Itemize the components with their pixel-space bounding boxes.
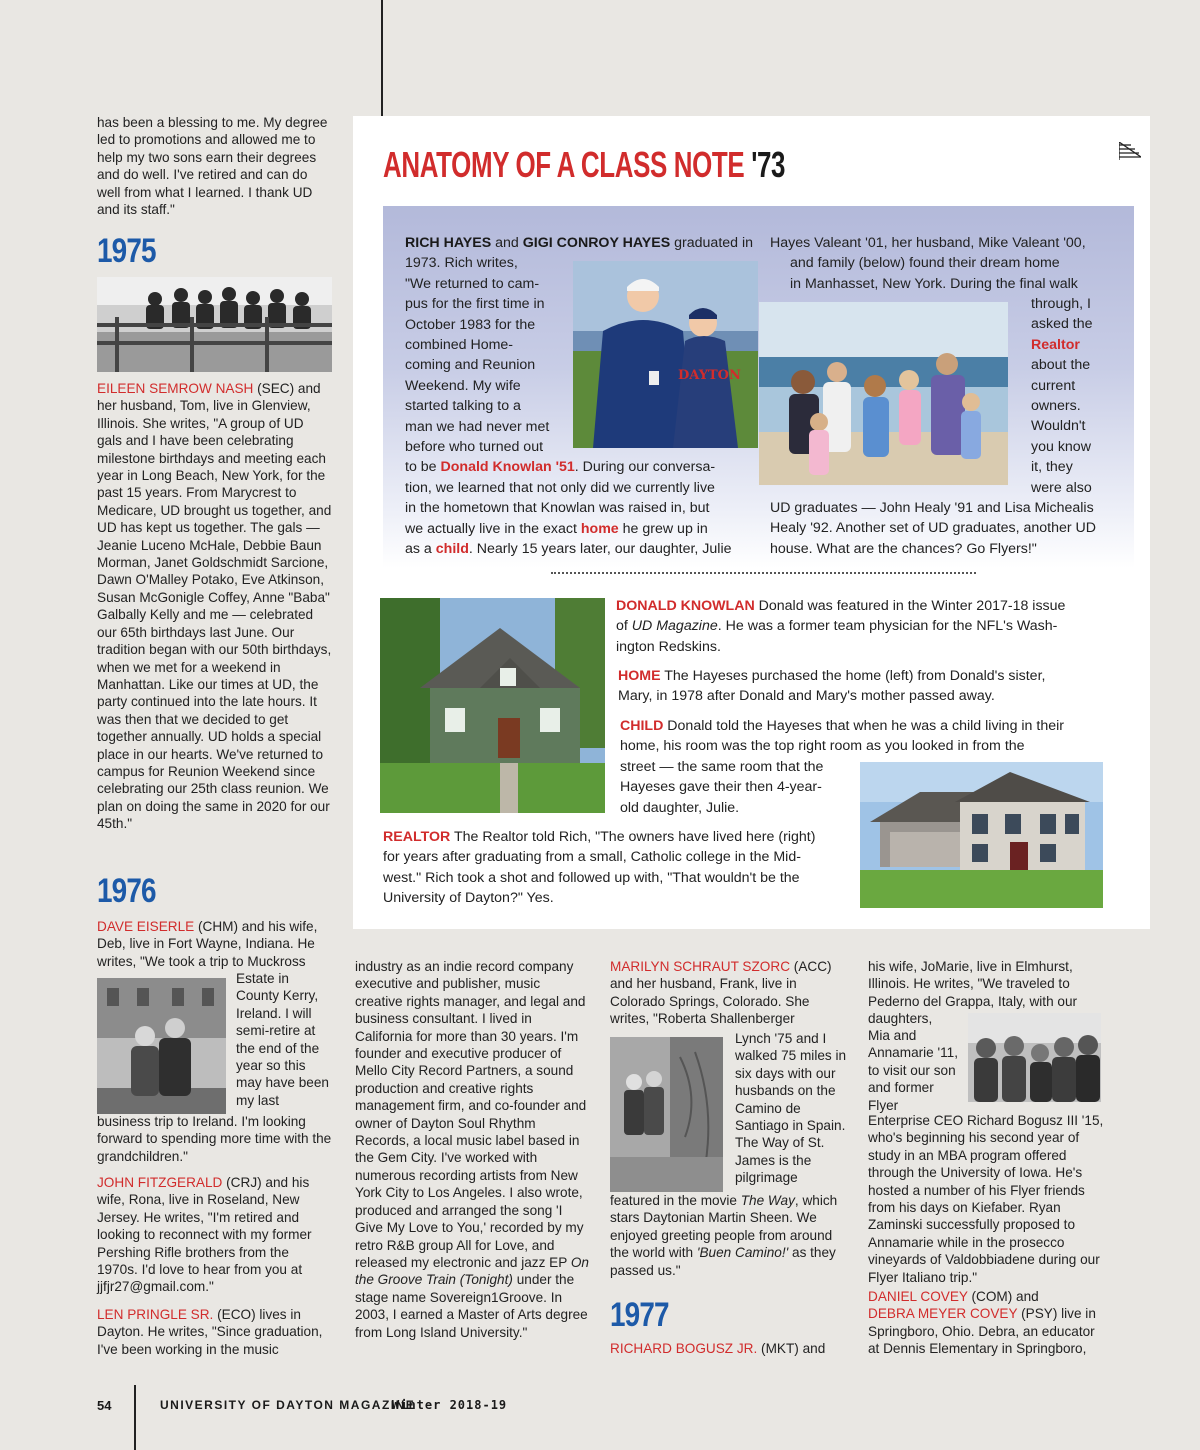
lead-p1h: started talking to a	[405, 398, 521, 415]
lead-p1m: in the hometown that Knowlan was raised in, but	[405, 500, 710, 517]
lead-p1k-post: . During our conversa-	[574, 459, 716, 476]
lead-name-rich: RICH HAYES	[405, 235, 492, 251]
text-nash: (SEC) and her husband, Tom, live in Glenview, Illinois. She writes, "A group of UD gals and I have been celebrating milestone birthdays and meeting each year in Long Beach, New York, for the past 15 years. From Marycrest to Medicare, UD brought us together, and UD has kept us together. The gals — Jeanie Luceno McHale, Debbie Baun Morman, Janet Goldschmidt Sarcione, Dawn O'Malley Potako, Eve Atkinson, Susan McGonigle Coffey, Anne "Baba" Galbally Kelly and me — celebrated our 65th birthdays last June. Our tradition began with our 50th birthdays, when we met for a weekend in Manhattan. Like our times at UD, the party continued into the late hours. It was then that we decided to get together annually. UD holds a special place in our hearts. We've returned to campus for Reunion Weekend since celebrating our 25th class reunion. We plan on doing the same in 2020 for our 45th."	[97, 381, 332, 832]
hatch-icon	[1119, 142, 1141, 160]
note-szorc-b: Lynch '75 and I walked 75 miles in six days with our husbands on the Camino de Santiago in Spain. The Way of St. James is the pilgrimage	[735, 1031, 847, 1186]
donald-text-a: Donald was featured in the Winter 2017-18 issue	[754, 598, 1066, 614]
note-eiserle-c: business trip to Ireland. I'm looking forward to spending more time with the grandchildren."	[97, 1114, 332, 1164]
lead-and: and	[491, 235, 523, 251]
szorc-text-c-mid: , which stars Daytonian Martin Sheen. We enjoyed greeting people from around the world with	[610, 1193, 838, 1261]
footer-rule	[134, 1385, 136, 1450]
lead-r9: owners.	[1031, 398, 1081, 415]
note-bogusz-continued-b: Mia and Annamarie '11, to visit our son and former Flyer	[868, 1028, 958, 1113]
text-fitzgerald: (CRJ) and his wife, Rona, live in Roseland, New Jersey. He writes, "I'm retired and looking to reconnect with my former Pershing Rifle brothers from the 1970s. I'd love to hear from you at jjfjr27@gmail.com."	[97, 1175, 312, 1295]
donald-text-b-post: . He was a former team physician for the NFL's Wash-	[717, 618, 1058, 635]
child-text-a: Donald told the Hayeses that when he was a child living in their	[663, 718, 1064, 734]
lead-p1k-pre: to be	[405, 459, 441, 476]
lead-text-right-bottom	[770, 498, 1130, 559]
realtor-text-b: for years after graduating from a small, Catholic college in the Mid-	[383, 849, 801, 866]
name-fitzgerald: JOHN FITZGERALD	[97, 1175, 223, 1190]
note-bogusz	[610, 1340, 850, 1357]
lead-p1l: tion, we learned that not only did we currently live	[405, 479, 715, 496]
name-eiserle: DAVE EISERLE	[97, 919, 195, 934]
szorc-text-c-italic2: 'Buen Camino!'	[696, 1245, 789, 1261]
year-heading-1975: 1975	[97, 232, 156, 270]
col2-text-italic: On the Groove Train (Tonight)	[355, 1254, 589, 1288]
lead-p1n-pre: we actually live in the exact	[405, 520, 581, 537]
lead-r2: and family (below) found their dream home	[790, 255, 1060, 272]
covey2-text: (PSY) live in Springboro, Ohio. Debra, an educator at Dennis Elementary in Springboro,	[868, 1306, 1096, 1357]
note-bogusz-continued-a: his wife, JoMarie, live in Elmhurst, Illinois. He writes, "We traveled to Pederno del Grappa, Italy, with our daughters,	[868, 959, 1078, 1027]
note-szorc-a	[610, 958, 850, 1028]
szorc-text-a: (ACC) and her husband, Frank, live in Colorado Springs, Colorado. She writes, "Roberta Shallenberger	[610, 959, 832, 1027]
photo-italy-group	[968, 1013, 1101, 1102]
text-eiserle-a: (CHM) and his wife, Deb, live in Fort Wayne, Indiana. He writes, "We took a trip to Muckross	[97, 919, 318, 969]
lead-p1n-post: he grew up in	[618, 520, 708, 537]
lead-r1: Hayes Valeant '01, her husband, Mike Valeant '00,	[770, 235, 1086, 251]
keyword-knowlan: Donald Knowlan '51	[440, 459, 575, 476]
lead-p1f: coming and Reunion	[405, 357, 536, 374]
footer-issue: Winter 2018-19	[392, 1398, 508, 1412]
lead-r10: Wouldn't	[1031, 418, 1086, 435]
donald-text-c: ington Redskins.	[616, 638, 721, 655]
lead-r15: Healy '92. Another set of UD graduates, another UD	[770, 520, 1097, 537]
keyword-realtor: Realtor	[1031, 336, 1080, 353]
child-text-c: street — the same room that the	[620, 758, 824, 775]
child-text-e: old daughter, Julie.	[620, 799, 740, 816]
anatomy-title-text: ANATOMY OF A CLASS NOTE	[383, 144, 745, 185]
note-szorc-c	[610, 1192, 850, 1279]
photo-1975-group	[97, 277, 332, 372]
note-fitzgerald	[97, 1174, 332, 1296]
lead-p1a: graduated in 1973. Rich writes,	[405, 235, 754, 272]
name-daniel-covey: DANIEL COVEY	[868, 1289, 968, 1304]
covey1-text: (COM) and	[967, 1289, 1039, 1304]
photo-white-house	[860, 762, 1103, 908]
lead-p1e: combined Home-	[405, 337, 514, 354]
lead-text-right	[770, 233, 1115, 294]
photo-family-beach	[759, 302, 1008, 485]
name-szorc: MARILYN SCHRAUT SZORC	[610, 959, 791, 974]
anatomy-title	[383, 144, 785, 186]
note-bogusz-continued-c: Enterprise CEO Richard Bogusz III '15, who's beginning his second year of study in an MBA program offered through the University of Iowa. He's hosted a number of his Flyer friends from his days on Kiefaber. Ryan Zaminski successfully proposed to Annamarie while in the prosecco vineyards of Valdobbiadene during our Flyer Italiano trip."	[868, 1113, 1104, 1285]
photo-green-house	[380, 598, 605, 813]
name-debra-covey: DEBRA MEYER COVEY	[868, 1306, 1018, 1322]
lead-r7: about the	[1031, 357, 1091, 374]
lead-text-right-narrow	[1031, 294, 1121, 498]
realtor-text-c: west." Rich took a shot and followed up with, "That wouldn't be the	[383, 869, 800, 886]
szorc-text-c-italic: The Way	[740, 1193, 795, 1208]
item-home	[618, 666, 1128, 707]
lead-name-gigi: GIGI CONROY HAYES	[522, 235, 671, 251]
lead-r8: current	[1031, 377, 1076, 394]
lead-r5: asked the	[1031, 316, 1093, 333]
keyword-child: child	[435, 541, 469, 558]
lead-p1c: pus for the first time in	[405, 296, 545, 313]
dayton-badge: DAYTON	[678, 368, 741, 383]
col1-intro: has been a blessing to me. My degree led to promotions and allowed me to help my two sons earn their degrees and do well. I've retired and can do well from what I learned. I thank UD and its staff."	[97, 115, 328, 218]
name-nash: EILEEN SEMROW NASH	[97, 381, 254, 396]
donald-text-b-pre: of	[616, 618, 632, 635]
label-child: CHILD	[620, 718, 664, 734]
home-text-a: The Hayeses purchased the home (left) from Donald's sister,	[660, 668, 1046, 684]
dotted-divider	[551, 572, 976, 574]
lead-p1d: October 1983 for the	[405, 316, 536, 333]
szorc-text-c-post: as they passed us."	[610, 1245, 836, 1278]
col2-text-a: industry as an indie record company executive and publisher, music creative rights manager, and legal and business consultant. I lived in California for more than 30 years. I'm founder and executive producer of Mello City Record Partners, a sound production and creative rights management firm, and co-founder and owner of Dayton Soul Rhythm Records, a local music label based in the Gem City. I've worked with numerous recording artists from New York City to Los Angeles. I also wrote, produced and arranged the song 'I Give My Love to You,' recorded by my retro R&B group All for Love, and released my electronic and jazz EP	[355, 959, 587, 1270]
szorc-text-c-pre: featured in the movie	[610, 1193, 741, 1208]
label-donald-knowlan: DONALD KNOWLAN	[616, 598, 755, 614]
anatomy-title-year: '73	[751, 144, 786, 185]
note-covey	[868, 1288, 1108, 1358]
realtor-text-d: University of Dayton?" Yes.	[383, 890, 554, 907]
note-eiserle-b: Estate in County Kerry, Ireland. I will semi-retire at the end of the year so this may have been my last	[236, 971, 329, 1108]
lead-r4: through, I	[1031, 296, 1091, 312]
lead-p1i: man we had never met	[405, 418, 550, 435]
lead-p1g: Weekend. My wife	[405, 377, 521, 394]
lead-p1j: before who turned out	[405, 439, 544, 456]
name-bogusz: RICHARD BOGUSZ JR.	[610, 1341, 758, 1356]
photo-camino	[610, 1037, 723, 1192]
note-eiserle-a	[97, 918, 332, 970]
item-donald	[616, 596, 1126, 657]
home-text-b: Mary, in 1978 after Donald and Mary's mother passed away.	[618, 688, 995, 705]
text-pringle: (ECO) lives in Dayton. He writes, "Since graduation, I've been working in the music	[97, 1307, 323, 1357]
lead-r3: in Manhasset, New York. During the final walk	[790, 275, 1078, 292]
keyword-home: home	[580, 520, 619, 537]
lead-p1o-post: . Nearly 15 years later, our daughter, Julie	[468, 541, 732, 558]
lead-p1b: "We returned to cam-	[405, 275, 540, 292]
name-pringle: LEN PRINGLE SR.	[97, 1307, 214, 1322]
lead-r12: it, they	[1031, 459, 1073, 476]
anatomy-box	[353, 116, 1150, 929]
page-number: 54	[97, 1398, 112, 1413]
col2-text-b: under the stage name Sovereign1Groove. In 2003, I earned a Master of Arts degree from Long Island University."	[355, 1272, 588, 1340]
top-rule	[381, 0, 383, 118]
note-nash	[97, 380, 332, 833]
lead-r16: house. What are the chances? Go Flyers!"	[770, 540, 1037, 557]
bogusz-text: (MKT) and	[757, 1341, 826, 1356]
label-home: HOME	[618, 668, 661, 684]
realtor-text-a: The Realtor told Rich, "The owners have lived here (right)	[450, 829, 816, 845]
child-text-b: home, his room was the top right room as you looked in from the	[620, 738, 1025, 755]
year-heading-1976: 1976	[97, 872, 156, 910]
lead-r14: UD graduates — John Healy '91 and Lisa Michealis	[770, 500, 1094, 516]
note-pringle-continued	[355, 958, 590, 1341]
item-realtor	[383, 827, 853, 909]
lead-r13: were also	[1031, 479, 1092, 496]
label-realtor: REALTOR	[383, 829, 451, 845]
footer-magazine: UNIVERSITY OF DAYTON MAGAZINE	[160, 1398, 416, 1412]
lead-p1o-pre: as a	[405, 541, 436, 558]
photo-eiserle-couple	[97, 978, 226, 1114]
lead-r11: you know	[1031, 438, 1091, 455]
donald-text-b-italic: UD Magazine	[631, 618, 718, 635]
photo-rich-gigi	[573, 261, 758, 448]
child-text-d: Hayeses gave their then 4-year-	[620, 779, 822, 796]
note-pringle	[97, 1306, 332, 1358]
year-heading-1977: 1977	[610, 1296, 669, 1334]
